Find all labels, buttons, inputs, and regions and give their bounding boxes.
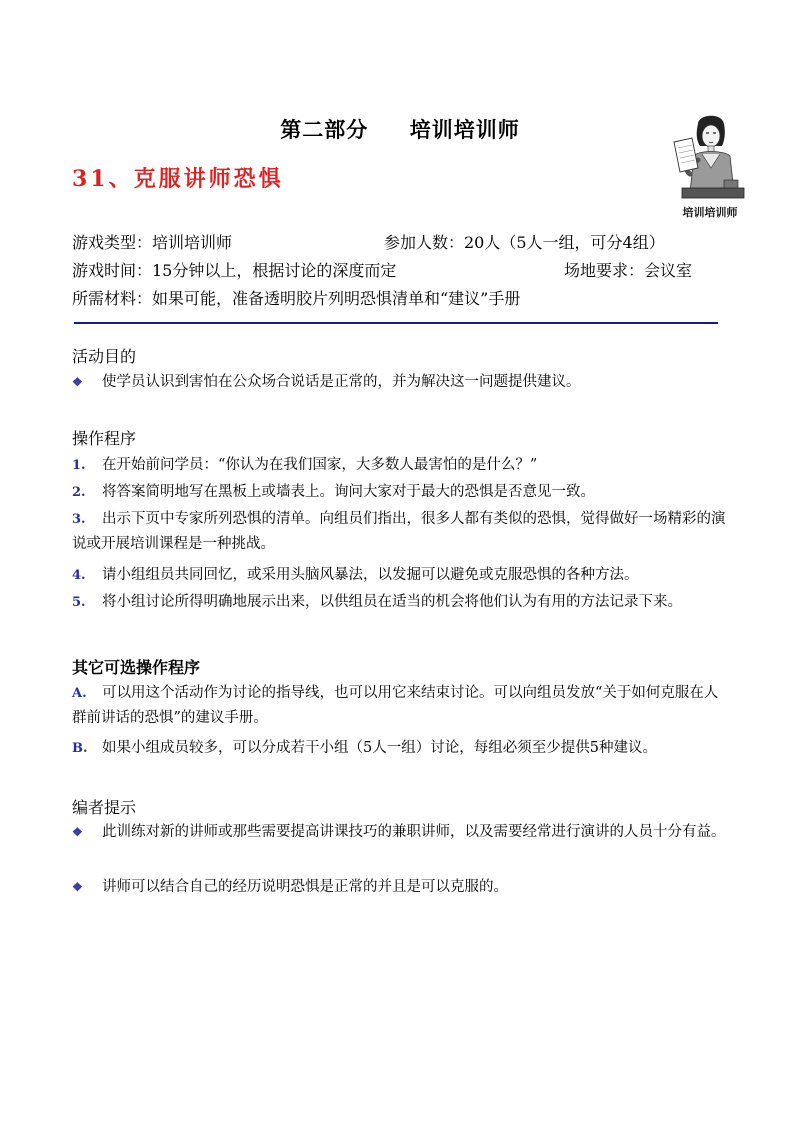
list-item: 5. 将小组讨论所得明确地展示出来，以供组员在适当的机会将他们认为有用的方法记录下来。 xyxy=(72,590,732,615)
part-name: 培训培训师 xyxy=(409,117,520,142)
list-item: 3. 出示下页中专家所列恐惧的清单。向组员们指出，很多人都有类似的恐惧，觉得做好一场精彩的演说或开展培训课程是一种挑战。 xyxy=(72,507,732,557)
list-item: 4. 请小组组员共同回忆，或采用头脑风暴法，以发掘可以避免或克服恐惧的各种方法。 xyxy=(72,563,732,588)
divider-rule xyxy=(74,322,718,324)
trainer-illustration xyxy=(668,112,752,222)
bullet-diamond-icon: ❖ xyxy=(72,375,83,389)
list-item: A. 可以用这个活动作为讨论的指导线，也可以用它来结束讨论。可以向组员发放“关于如何克服在人群前讲话的恐惧”的建议手册。 xyxy=(72,681,732,731)
list-item: ❖ 讲师可以结合自己的经历说明恐惧是正常的并且是可以克服的。 xyxy=(72,875,732,900)
participants: 参加人数：20人（5人一组，可分4组） xyxy=(384,233,665,252)
game-title: 31、克服讲师恐惧 xyxy=(72,166,284,192)
trainer-figure-icon xyxy=(668,112,752,204)
list-number: 5. xyxy=(72,595,86,610)
section-title-optional: 其它可选操作程序 xyxy=(72,658,201,677)
list-item: ❖ 此训练对新的讲师或那些需要提高讲课技巧的兼职讲师，以及需要经常进行演讲的人员十分有益。 xyxy=(72,820,732,845)
list-letter: A. xyxy=(72,686,87,701)
list-letter: B. xyxy=(72,741,88,756)
game-type: 游戏类型：培训培训师 xyxy=(72,233,233,252)
list-number: 4. xyxy=(72,568,86,583)
section-title-tips: 编者提示 xyxy=(72,798,137,817)
materials: 所需材料：如果可能，准备透明胶片列明恐惧清单和“建议”手册 xyxy=(72,289,521,308)
list-number: 2. xyxy=(72,485,86,500)
bullet-diamond-icon: ❖ xyxy=(72,825,83,839)
list-item: ❖ 使学员认识到害怕在公众场合说话是正常的，并为解决这一问题提供建议。 xyxy=(72,370,732,395)
list-number: 1. xyxy=(72,458,86,473)
list-number: 3. xyxy=(72,512,86,527)
list-item: B. 如果小组成员较多，可以分成若干小组（5人一组）讨论，每组必须至少提供5种建议。 xyxy=(72,736,732,761)
section-title-objective: 活动目的 xyxy=(72,347,137,366)
figure-caption: 培训培训师 xyxy=(682,206,738,219)
part-number: 第二部分 xyxy=(280,117,369,142)
list-item: 1. 在开始前问学员：“你认为在我们国家，大多数人最害怕的是什么？” xyxy=(72,453,732,478)
section-title-procedure: 操作程序 xyxy=(72,429,137,448)
game-time: 游戏时间：15分钟以上，根据讨论的深度而定 xyxy=(72,261,397,280)
venue: 场地要求：会议室 xyxy=(564,261,693,280)
list-item: 2. 将答案简明地写在黑板上或墙表上。询问大家对于最大的恐惧是否意见一致。 xyxy=(72,480,732,505)
bullet-diamond-icon: ❖ xyxy=(72,880,83,894)
